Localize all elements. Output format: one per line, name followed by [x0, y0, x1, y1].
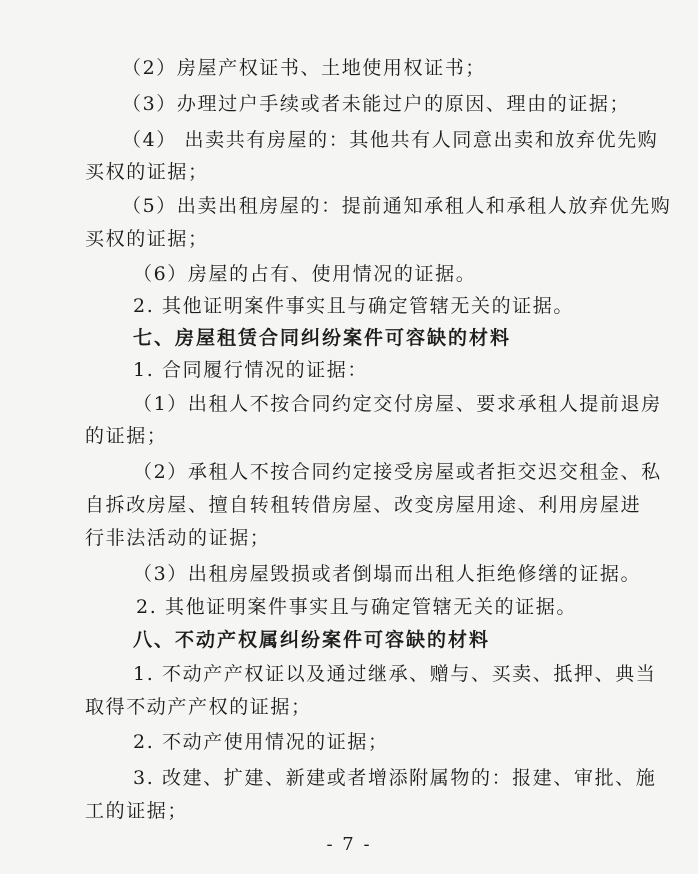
text-line: 1. 不动产产权证以及通过继承、赠与、买卖、抵押、典当 [133, 663, 657, 685]
text-line: （1）出租人不按合同约定交付房屋、要求承租人提前退房 [133, 393, 662, 415]
page-number: - 7 - [326, 834, 372, 855]
text-line: 2. 其他证明案件事实且与确定管辖无关的证据。 [133, 295, 574, 317]
text-line: （6）房屋的占有、使用情况的证据。 [133, 263, 477, 285]
text-line: 2. 其他证明案件事实且与确定管辖无关的证据。 [136, 596, 577, 618]
text-line: （3）办理过户手续或者未能过户的原因、理由的证据； [122, 93, 631, 115]
text-line: （2）承租人不按合同约定接受房屋或者拒交迟交租金、私 [133, 461, 662, 483]
section-heading-7: 七、房屋租赁合同纠纷案件可容缺的材料 [133, 327, 512, 349]
text-line: 买权的证据； [85, 228, 209, 250]
text-line: （3）出租房屋毁损或者倒塌而出租人拒绝修缮的证据。 [133, 563, 642, 585]
text-line: 3. 改建、扩建、新建或者增添附属物的：报建、审批、施 [133, 767, 657, 789]
text-line: （4） 出卖共有房屋的：其他共有人同意出卖和放弃优先购 [122, 129, 659, 151]
text-line: 取得不动产产权的证据； [85, 696, 312, 718]
text-line: （2）房屋产权证书、土地使用权证书； [122, 57, 486, 79]
text-line: 工的证据； [85, 800, 189, 822]
text-line: 1. 合同履行情况的证据： [133, 359, 368, 381]
text-line: 行非法活动的证据； [85, 527, 271, 549]
text-line: 2. 不动产使用情况的证据； [133, 731, 389, 753]
text-line: 买权的证据； [85, 161, 209, 183]
text-line: 自拆改房屋、擅自转租转借房屋、改变房屋用途、利用房屋进 [85, 494, 642, 516]
text-line: （5）出卖出租房屋的：提前通知承租人和承租人放弃优先购 [122, 195, 672, 217]
text-line: 的证据； [85, 425, 168, 447]
section-heading-8: 八、不动产权属纠纷案件可容缺的材料 [133, 629, 491, 651]
